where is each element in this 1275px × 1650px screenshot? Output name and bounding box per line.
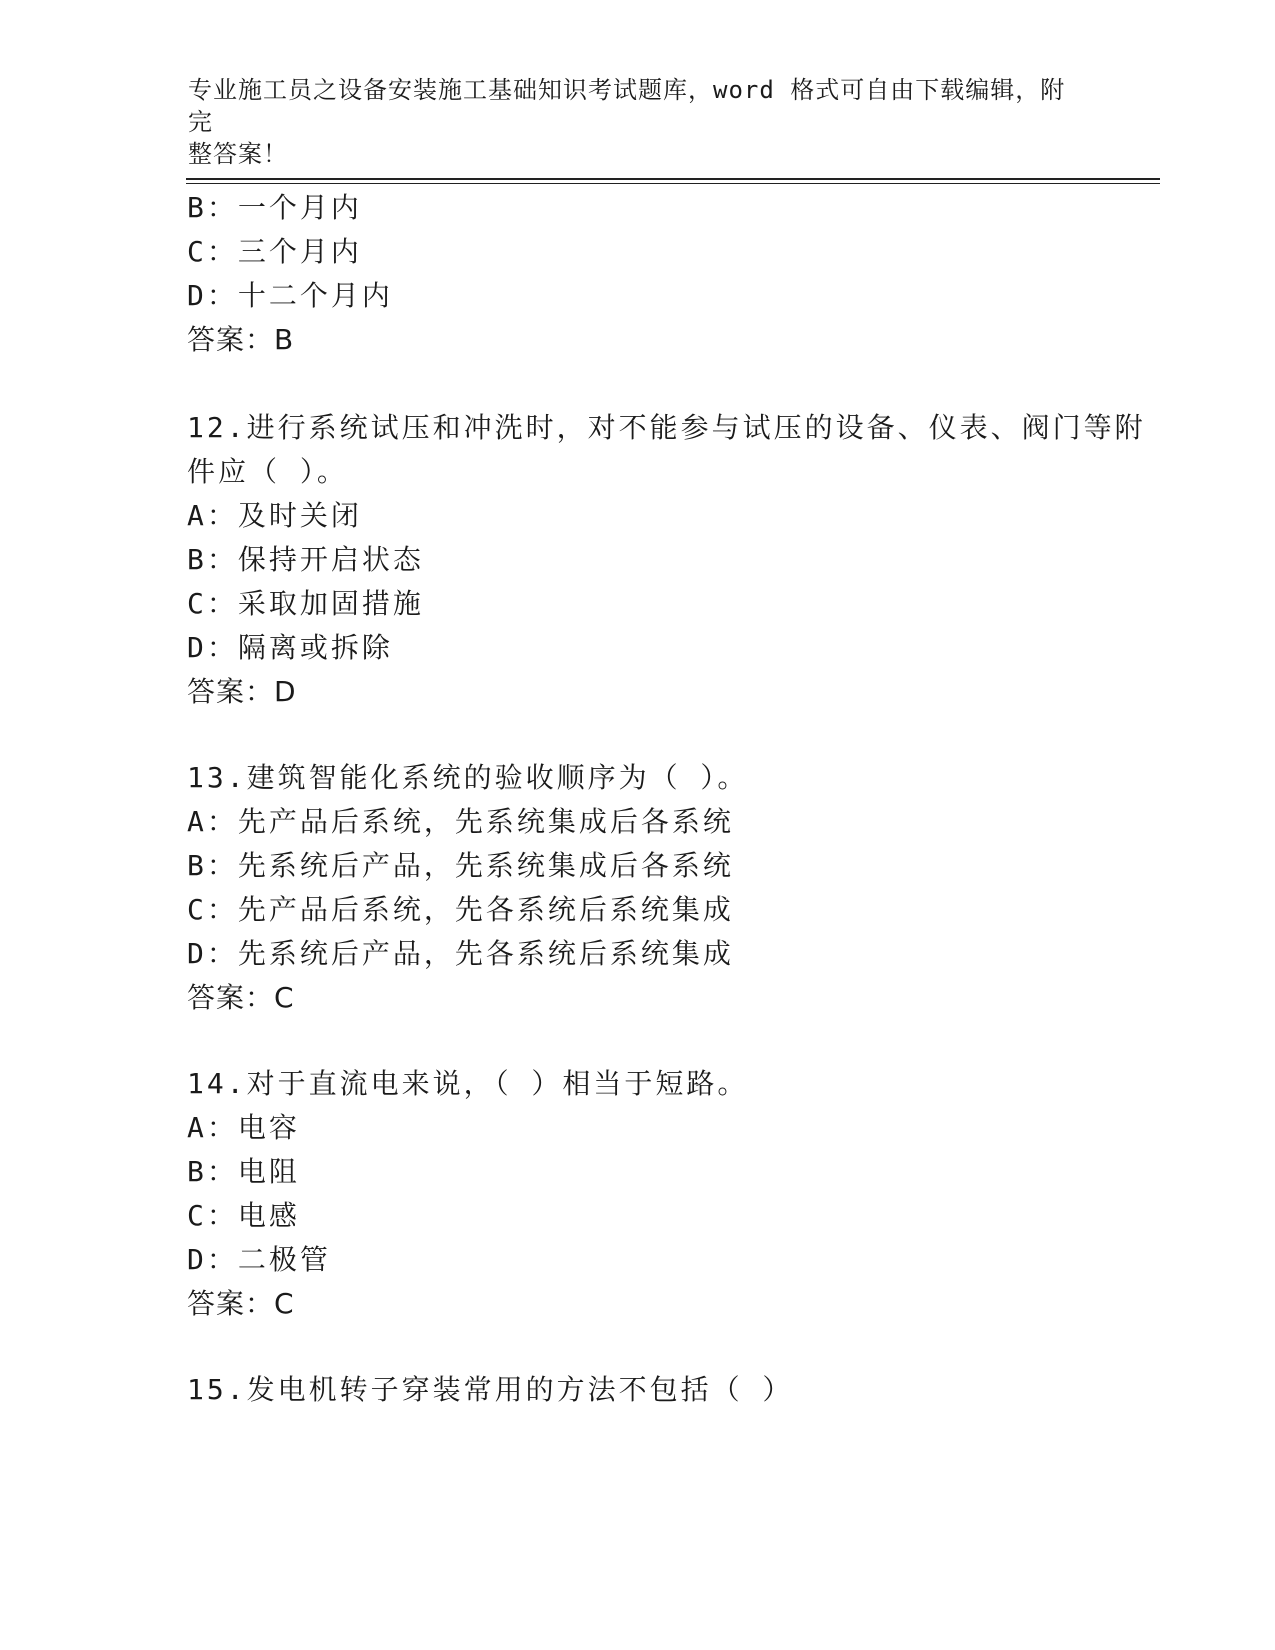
question-13-option-c: C：先产品后系统，先各系统后系统集成 [187, 893, 734, 926]
question-12-option-d: D：隔离或拆除 [187, 631, 393, 664]
answer: 答案：B [187, 323, 295, 356]
option-c: C：三个月内 [187, 235, 362, 268]
question-12-stem-line-2: 件应（ ）。 [187, 455, 348, 488]
header-line-2: 整答案！ [188, 140, 288, 168]
question-14-option-a: A：电容 [187, 1111, 300, 1144]
question-14-option-d: D：二极管 [187, 1243, 331, 1276]
option-d: D：十二个月内 [187, 279, 393, 312]
question-14-stem: 14.对于直流电来说，（ ）相当于短路。 [187, 1067, 749, 1100]
document-header [188, 74, 1068, 170]
question-13-answer: 答案：C [187, 981, 295, 1014]
question-14-option-b: B：电阻 [187, 1155, 300, 1188]
question-13-option-d: D：先系统后产品，先各系统后系统集成 [187, 937, 734, 970]
header-divider-thick [186, 178, 1160, 180]
question-12-option-a: A：及时关闭 [187, 499, 362, 532]
question-13-stem: 13.建筑智能化系统的验收顺序为（ ）。 [187, 761, 749, 794]
question-14-answer: 答案：C [187, 1287, 295, 1320]
header-divider-thin [186, 183, 1160, 184]
option-b: B：一个月内 [187, 191, 362, 224]
question-12-option-c: C：采取加固措施 [187, 587, 424, 620]
question-15-stem: 15.发电机转子穿装常用的方法不包括（ ） [187, 1373, 794, 1406]
question-13-option-a: A：先产品后系统，先系统集成后各系统 [187, 805, 734, 838]
header-line-1: 专业施工员之设备安装施工基础知识考试题库，word 格式可自由下载编辑，附完 [188, 76, 1066, 136]
question-12-stem-line-1: 12.进行系统试压和冲洗时，对不能参与试压的设备、仪表、阀门等附 [187, 411, 1146, 444]
question-12-option-b: B：保持开启状态 [187, 543, 424, 576]
question-13-option-b: B：先系统后产品，先系统集成后各系统 [187, 849, 734, 882]
question-14-option-c: C：电感 [187, 1199, 300, 1232]
question-12-answer: 答案：D [187, 675, 297, 708]
